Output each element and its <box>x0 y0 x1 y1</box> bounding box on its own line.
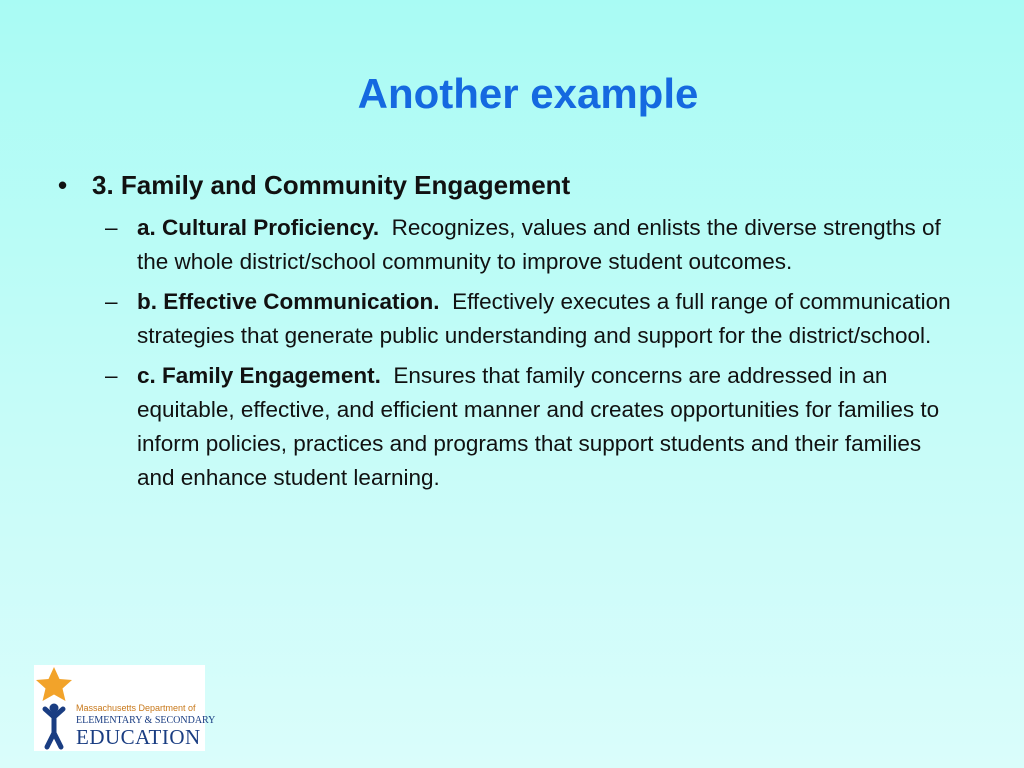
slide-content <box>58 170 958 501</box>
item-body: Recognizes, values and enlists the diverse strengths of the whole district/school community to improve student outcomes. <box>137 215 941 274</box>
dash-icon: – <box>105 215 118 240</box>
logo-text-line3: EDUCATION <box>76 725 201 749</box>
logo-text-line1: Massachusetts Department of <box>76 703 196 713</box>
list-item <box>105 211 958 279</box>
slide-title: Another example <box>357 70 699 117</box>
star-figure-icon <box>34 665 78 751</box>
bullet-icon: • <box>58 170 68 200</box>
logo-text-line2: ELEMENTARY & SECONDARY <box>76 715 216 726</box>
item-heading: a. Cultural Proficiency. <box>137 215 380 240</box>
dash-icon: – <box>105 289 118 314</box>
list-item <box>105 359 958 495</box>
item-heading: b. Effective Communication. <box>137 289 440 314</box>
dash-icon: – <box>105 363 118 388</box>
item-body: Effectively executes a full range of communication strategies that generate public understanding and support for the district/school. <box>137 289 951 348</box>
main-bullet-text: 3. Family and Community Engagement <box>92 170 571 200</box>
item-heading: c. Family Engagement. <box>137 363 381 388</box>
main-bullet <box>58 170 958 201</box>
list-item <box>105 285 958 353</box>
dese-logo <box>34 665 216 751</box>
item-body: Ensures that family concerns are addressed in an equitable, effective, and efficient manner and creates opportunities for families to inform policies, practices and programs that support students and their families and enhance student learning. <box>137 363 940 490</box>
sub-bullet-list <box>58 211 958 495</box>
